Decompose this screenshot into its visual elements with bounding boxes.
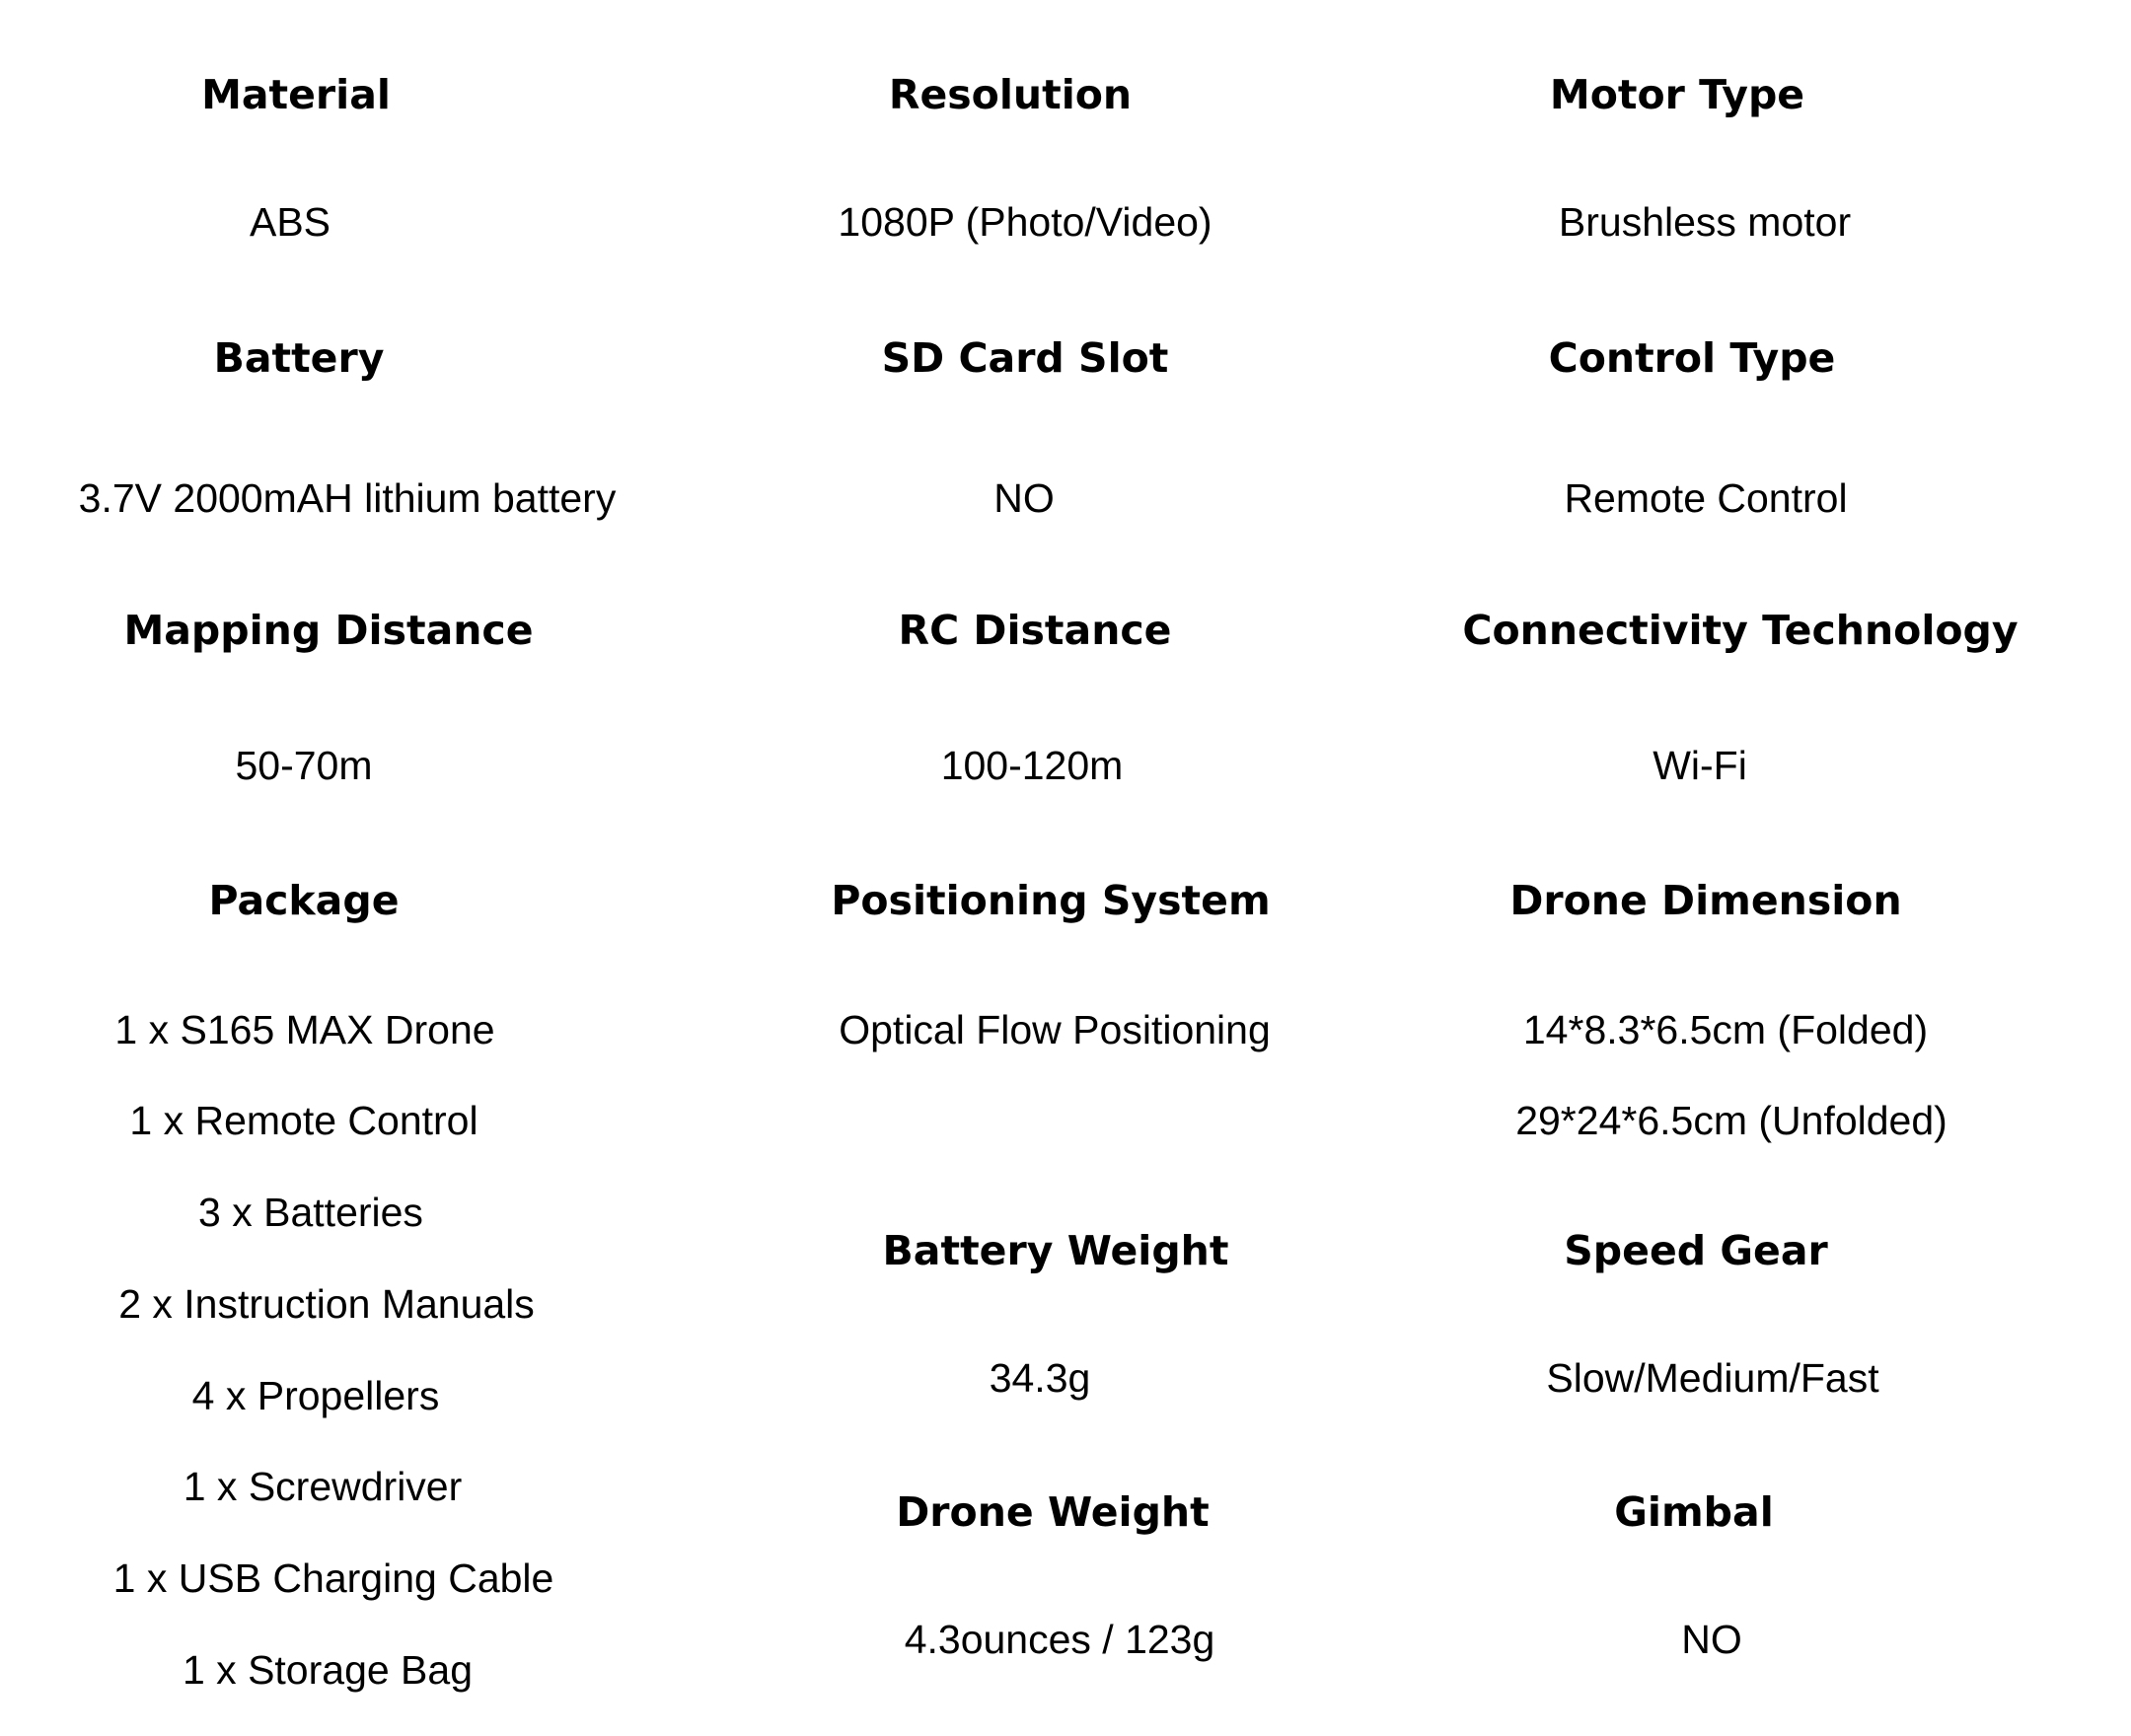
battery-value: 3.7V 2000mAH lithium battery — [78, 475, 617, 521]
resolution-label: Resolution — [888, 71, 1133, 118]
sd-card-slot-label: SD Card Slot — [881, 334, 1169, 382]
connectivity-technology-label: Connectivity Technology — [1462, 607, 2019, 654]
package-item: 1 x USB Charging Cable — [112, 1555, 554, 1601]
material-label: Material — [201, 71, 391, 118]
package-item: 3 x Batteries — [198, 1190, 423, 1235]
battery-weight-value: 34.3g — [989, 1355, 1091, 1401]
motor-type-value: Brushless motor — [1558, 199, 1852, 245]
sd-card-slot-value: NO — [993, 475, 1055, 521]
drone-dimension-folded: 14*8.3*6.5cm (Folded) — [1522, 1007, 1929, 1052]
battery-label: Battery — [213, 334, 385, 382]
package-item: 1 x Screwdriver — [183, 1464, 463, 1509]
battery-weight-label: Battery Weight — [882, 1227, 1229, 1274]
drone-weight-value: 4.3ounces / 123g — [904, 1617, 1215, 1662]
material-value: ABS — [249, 199, 331, 245]
drone-dimension-label: Drone Dimension — [1509, 877, 1902, 924]
resolution-value: 1080P (Photo/Video) — [838, 199, 1212, 245]
motor-type-label: Motor Type — [1549, 71, 1805, 118]
gimbal-value: NO — [1681, 1617, 1742, 1662]
drone-dimension-unfolded: 29*24*6.5cm (Unfolded) — [1515, 1098, 1947, 1143]
positioning-system-label: Positioning System — [831, 877, 1271, 924]
drone-weight-label: Drone Weight — [896, 1488, 1210, 1536]
package-item: 2 x Instruction Manuals — [118, 1281, 535, 1327]
control-type-label: Control Type — [1548, 334, 1836, 382]
package-label: Package — [208, 877, 400, 924]
speed-gear-value: Slow/Medium/Fast — [1546, 1355, 1879, 1401]
speed-gear-label: Speed Gear — [1564, 1227, 1828, 1274]
rc-distance-value: 100-120m — [940, 743, 1124, 788]
gimbal-label: Gimbal — [1614, 1488, 1774, 1536]
package-item: 4 x Propellers — [191, 1373, 440, 1418]
mapping-distance-label: Mapping Distance — [123, 607, 534, 654]
control-type-value: Remote Control — [1564, 475, 1848, 521]
package-item: 1 x Storage Bag — [182, 1647, 474, 1693]
positioning-system-value: Optical Flow Positioning — [839, 1007, 1271, 1052]
package-item: 1 x Remote Control — [129, 1098, 478, 1143]
connectivity-technology-value: Wi-Fi — [1653, 743, 1747, 788]
rc-distance-label: RC Distance — [898, 607, 1172, 654]
package-item: 1 x S165 MAX Drone — [114, 1007, 495, 1052]
mapping-distance-value: 50-70m — [235, 743, 373, 788]
